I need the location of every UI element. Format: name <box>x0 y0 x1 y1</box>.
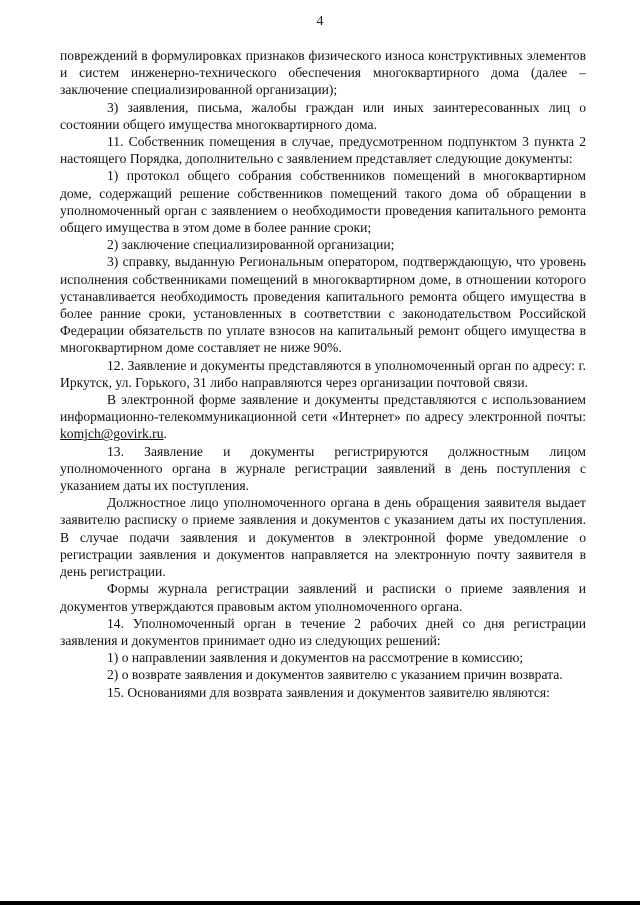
paragraph-item-13: 13. Заявление и документы регистрируются должностным лицом уполномоченного органа в журнале регистрации заявлений в день поступления с указанием даты их поступления. <box>60 443 586 494</box>
paragraph-item-14: 14. Уполномоченный орган в течение 2 рабочих дней со дня регистрации заявления и документов принимает одно из следующих решений: <box>60 615 586 648</box>
document-body <box>60 47 586 701</box>
paragraph-item-11-3-certificate: 3) справку, выданную Региональным оператором, подтверждающую, что уровень исполнения собственниками помещений в многоквартирном доме, в отношении которого устанавливается необходимость проведения капитального ремонта общего имущества в более ранние сроки, установленных в соответствии с законодательством Российской Федерации обязательств по уплате взносов на капитальный ремонт общего имущества в многоквартирном доме составляет не ниже 90%. <box>60 254 586 356</box>
electronic-form-text: В электронной форме заявление и документы представляются с использованием информационно-телекоммуникационной сети «Интернет» по адресу электронной почты: <box>60 392 586 425</box>
paragraph-electronic-form <box>60 391 586 443</box>
paragraph-item-15: 15. Основаниями для возврата заявления и документов заявителю являются: <box>107 684 550 700</box>
paragraph-item-14-2: 2) о возврате заявления и документов заявителю с указанием причин возврата. <box>107 667 563 683</box>
bottom-border-line <box>0 901 640 905</box>
paragraph-item-11: 11. Собственник помещения в случае, предусмотренном подпунктом 3 пункта 2 настоящего Порядка, дополнительно с заявлением представляет следующие документы: <box>60 134 586 167</box>
paragraph-citizen-complaints: 3) заявления, письма, жалобы граждан или иных заинтересованных лиц о состоянии общего имущества многоквартирного дома. <box>60 99 586 132</box>
paragraph-item-11-1-protocol: 1) протокол общего собрания собственников помещений в многоквартирном доме, содержащий решение собственников помещений такого дома об обращении в уполномоченный орган с заявлением о необходимости проведения капитального ремонта общего имущества в этом доме в более ранние сроки; <box>60 168 586 236</box>
paragraph-official-receipt: Должностное лицо уполномоченного органа в день обращения заявителя выдает заявителю расписку о приеме заявления и документов с указанием даты их поступления. В случае подачи заявления и документов в электронной форме уведомление о регистрации заявления и документов направляется на электронную почту заявителя в день регистрации. <box>60 495 586 580</box>
email-link[interactable]: komjch@govirk.ru <box>60 426 164 442</box>
paragraph-item-12: 12. Заявление и документы представляются в уполномоченный орган по адресу: г. Иркутск, ул. Горького, 31 либо направляются через организации почтовой связи. <box>60 357 586 390</box>
paragraph-damage-formulations: повреждений в формулировках признаков физического износа конструктивных элементов и систем инженерно-технического обеспечения многоквартирного дома (далее – заключение специализированной организации); <box>60 48 586 98</box>
paragraph-item-14-1: 1) о направлении заявления и документов на рассмотрение в комиссию; <box>107 650 524 666</box>
paragraph-journal-forms: Формы журнала регистрации заявлений и расписки о приеме заявления и документов утверждаются правовым актом уполномоченного органа. <box>60 581 586 614</box>
page-number: 4 <box>316 14 324 29</box>
paragraph-item-11-2-conclusion: 2) заключение специализированной организации; <box>107 237 395 253</box>
electronic-form-end: . <box>163 426 167 442</box>
